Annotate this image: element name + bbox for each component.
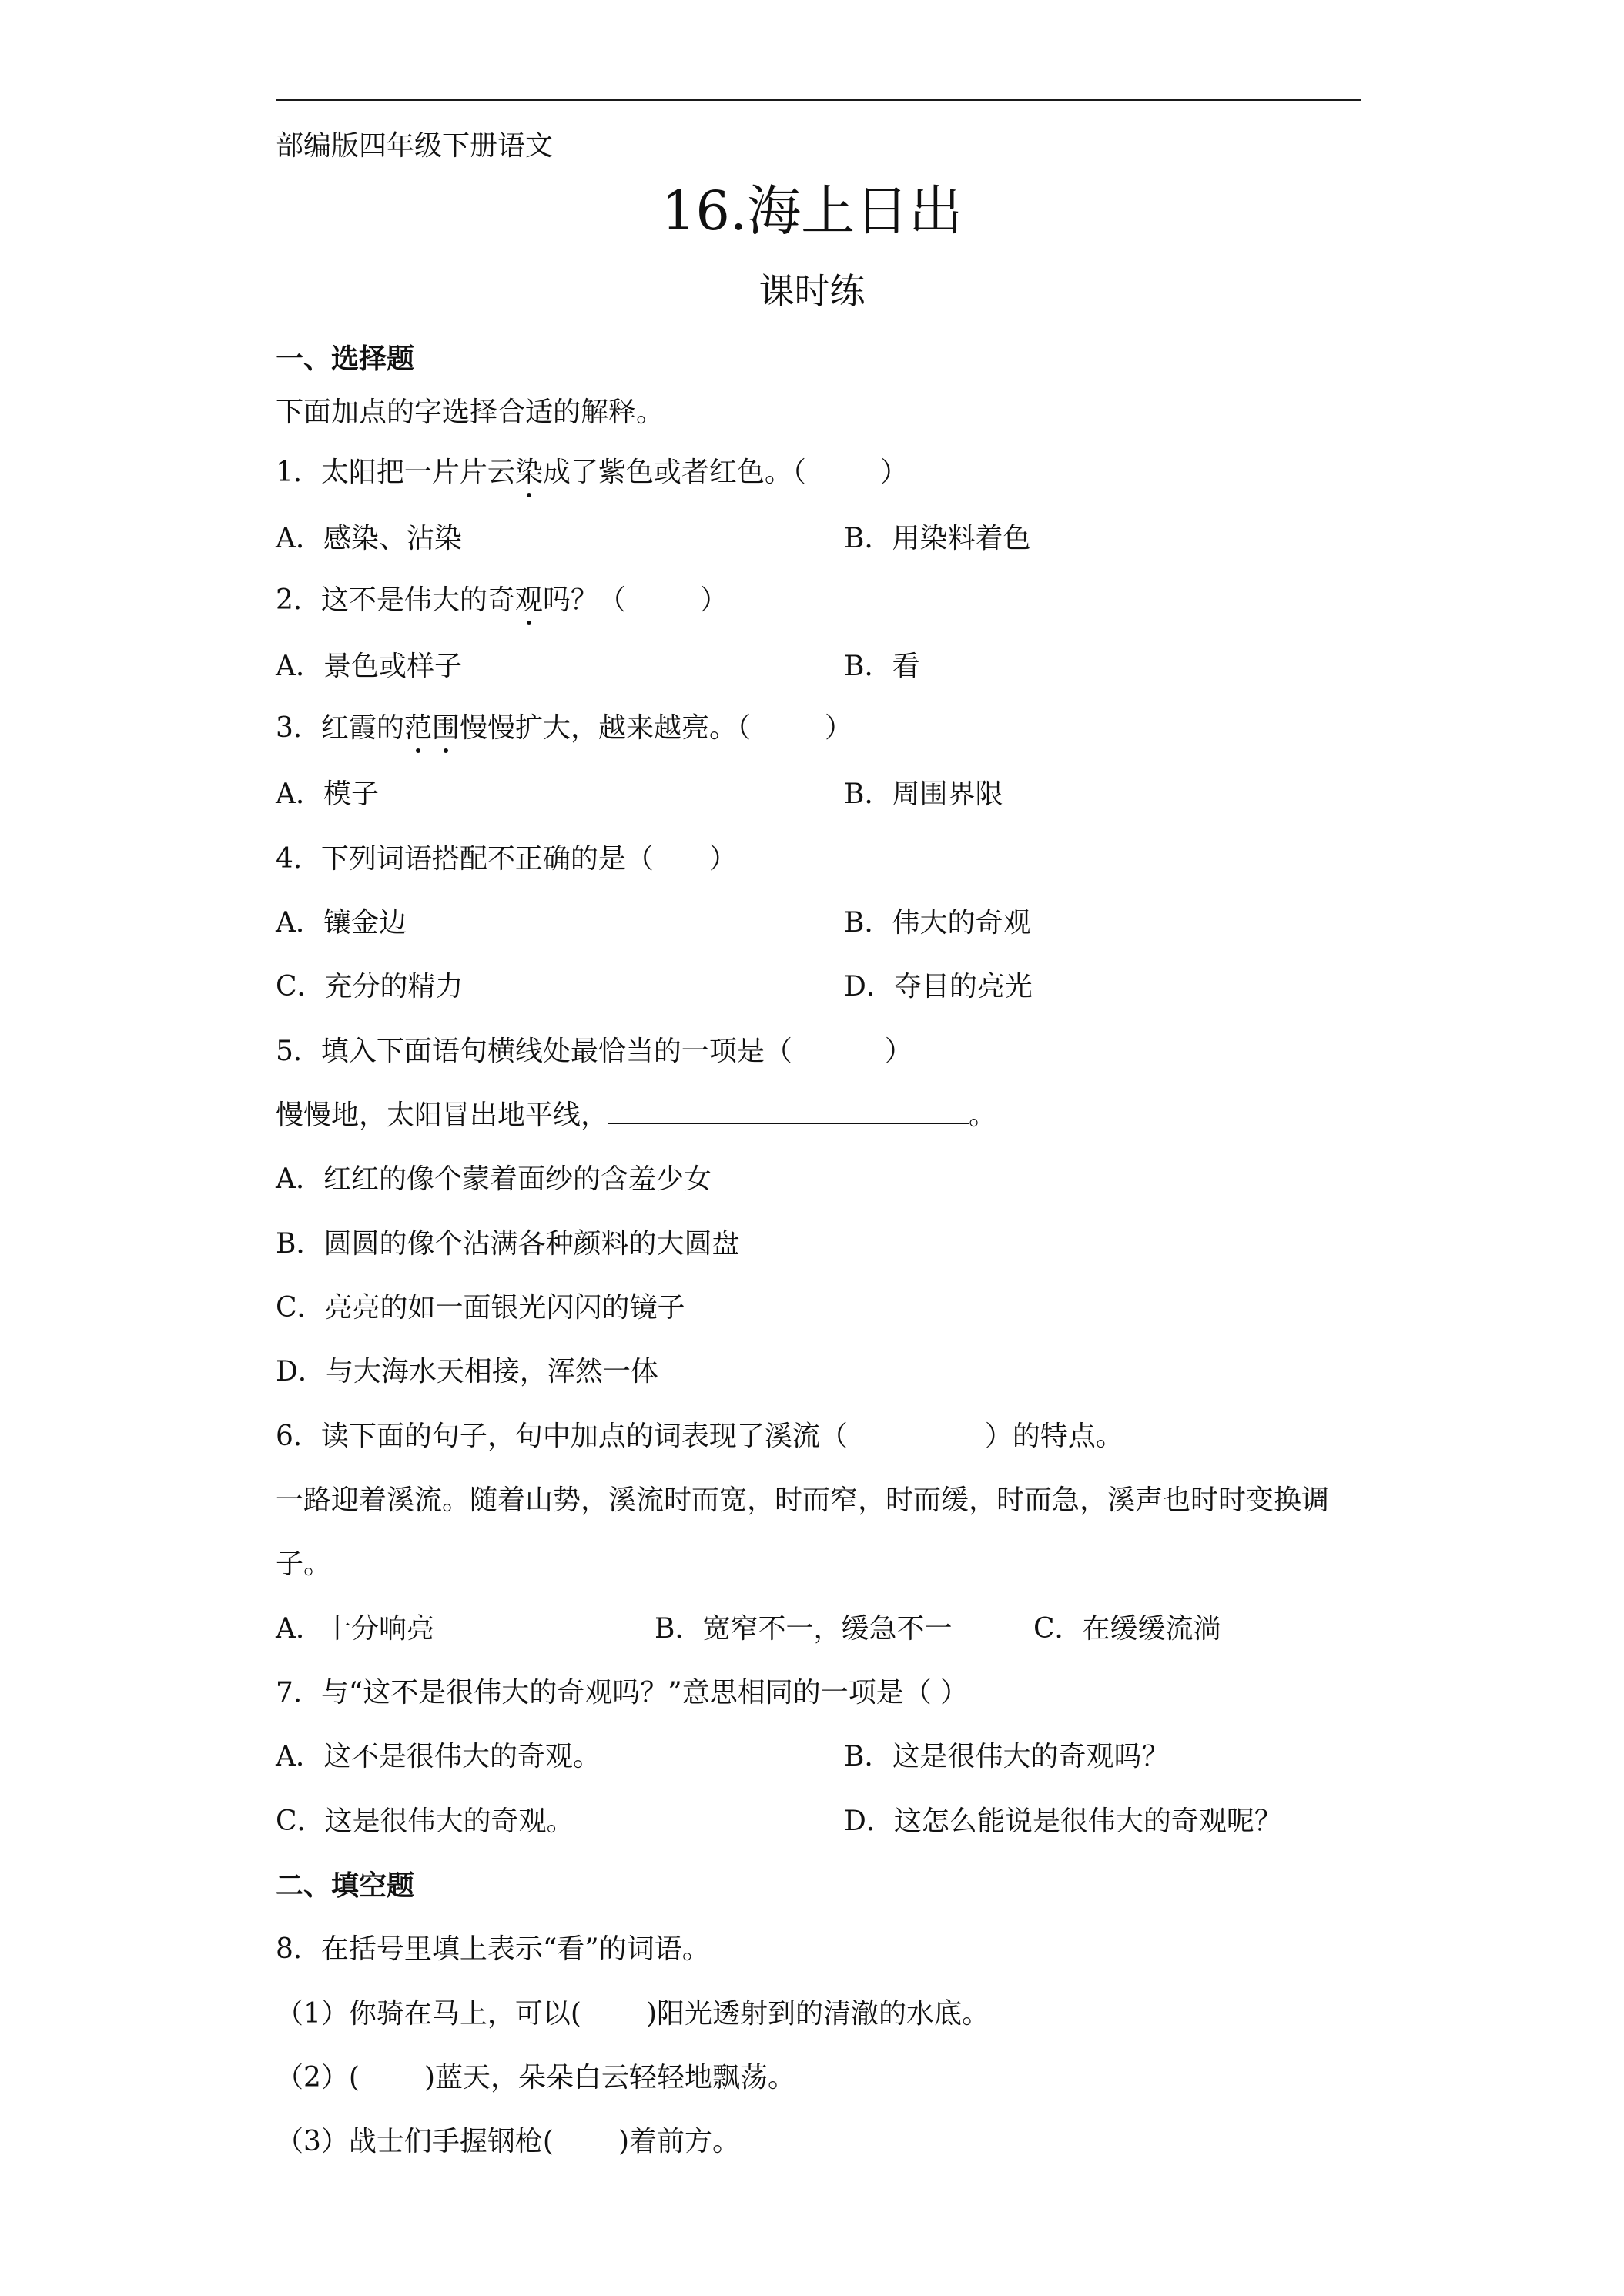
option-a: A．模子 [276, 778, 379, 810]
question-4: 4．下列词语搭配不正确的是（ ） [276, 843, 737, 875]
dotted-char: 观 [515, 582, 543, 619]
fill-underline[interactable] [608, 1099, 969, 1124]
option-b: B．周围界限 [844, 778, 1003, 810]
option-d: D．夺目的亮光 [844, 971, 1033, 1002]
option-a: A．红红的像个蒙着面纱的含羞少女 [276, 1163, 712, 1195]
option-b: B．宽窄不一，缓急不一 [655, 1613, 953, 1645]
question-1: 1．太阳把一片片云染成了紫色或者红色。（ ） [276, 454, 908, 491]
question-6-passage: 一路迎着溪流。随着山势，溪流时而宽，时而窄，时而缓，时而急，溪声也时时变换调 [276, 1484, 1330, 1516]
section-fill-heading: 二、填空题 [276, 1869, 415, 1902]
option-a: A．感染、沾染 [276, 523, 462, 554]
dotted-char: 范 [404, 710, 432, 747]
option-b: B．圆圆的像个沾满各种颜料的大圆盘 [276, 1228, 740, 1260]
question-6: 6．读下面的句子，句中加点的词表现了溪流（ ）的特点。 [276, 1421, 1123, 1452]
option-c: C．充分的精力 [276, 971, 464, 1002]
dotted-char: 围 [432, 710, 460, 747]
option-c: C．在缓缓流淌 [1033, 1613, 1221, 1645]
option-d: D．这怎么能说是很伟大的奇观呢？ [844, 1806, 1282, 1837]
option-c: C．亮亮的如一面银光闪闪的镜子 [276, 1292, 685, 1324]
question-2: 2．这不是伟大的奇观吗？（ ） [276, 582, 728, 619]
option-a: A．景色或样子 [276, 651, 462, 682]
option-c: C．这是很伟大的奇观。 [276, 1806, 574, 1837]
option-a: A．这不是很伟大的奇观。 [276, 1741, 601, 1772]
page-subtitle: 课时练 [758, 270, 866, 312]
question-5-sentence: 慢慢地，太阳冒出地平线， 。 [276, 1099, 997, 1131]
question-8-item-3: （3）战士们手握钢枪( )着前方。 [276, 2126, 740, 2157]
question-3: 3．红霞的范围慢慢扩大，越来越亮。（ ） [276, 710, 852, 747]
question-5: 5．填入下面语句横线处最恰当的一项是（ ） [276, 1036, 912, 1067]
option-a: A．十分响亮 [276, 1613, 434, 1645]
instruction-text: 下面加点的字选择合适的解释。 [276, 397, 665, 428]
section-choice-heading: 一、选择题 [276, 343, 415, 375]
question-8-item-2: （2）( )蓝天，朵朵白云轻轻地飘荡。 [276, 2062, 795, 2094]
option-b: B．看 [844, 651, 920, 682]
option-b: B．用染料着色 [844, 523, 1031, 554]
question-7: 7．与“这不是很伟大的奇观吗？”意思相同的一项是（ ） [276, 1677, 969, 1709]
option-a: A．镶金边 [276, 907, 407, 939]
dotted-char: 染 [515, 454, 543, 491]
page-title: 16.海上日出 [661, 179, 963, 243]
option-d: D．与大海水天相接，浑然一体 [276, 1356, 658, 1387]
option-b: B．伟大的奇观 [844, 907, 1031, 939]
option-b: B．这是很伟大的奇观吗？ [844, 1741, 1170, 1772]
book-label: 部编版四年级下册语文 [276, 130, 554, 162]
question-8: 8．在括号里填上表示“看”的词语。 [276, 1933, 710, 1965]
header-rule [276, 99, 1361, 101]
question-6-passage-cont: 子。 [276, 1548, 332, 1580]
question-8-item-1: （1）你骑在马上，可以( )阳光透射到的清澈的水底。 [276, 1998, 989, 2030]
